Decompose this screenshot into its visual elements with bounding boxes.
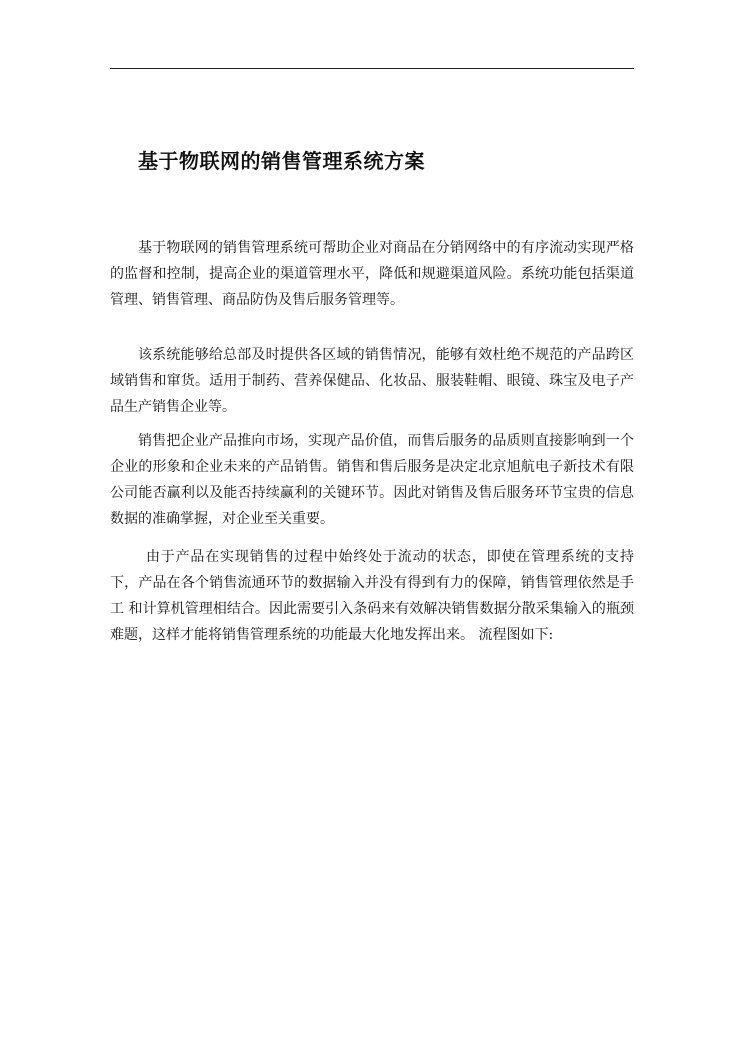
paragraph-sales-service: 销售把企业产品推向市场，实现产品价值，而售后服务的品质则直接影响到一个企业的形象和企业未来的产品销售。销售和售后服务是决定北京旭航电子新技术有限公司能否赢利以及能否持续赢利的关键环节。因此对销售及售后服务环节宝贵的信息数据的准确掌握，对企业至关重要。 [110,433,634,527]
document-title: 基于物联网的销售管理系统方案 [138,149,425,173]
paragraph-intro: 基于物联网的销售管理系统可帮助企业对商品在分销网络中的有序流动实现严格的监督和控制，提高企业的渠道管理水平，降低和规避渠道风险。系统功能包括渠道管理、销售管理、商品防伪及售后服务管理等。 [110,240,634,308]
paragraph-barcode: 由于产品在实现销售的过程中始终处于流动的状态，即使在管理系统的支持下，产品在各个销售流通环节的数据输入并没有得到有力的保障，销售管理依然是手工 和计算机管理相结合。因此需要引入条码来有效解决销售数据分散采集输入的瓶颈难题，这样才能将销售管理系统的功能最大化地发挥出来。 流程图如下: [110,549,634,643]
paragraph-applicability: 该系统能够给总部及时提供各区域的销售情况，能够有效杜绝不规范的产品跨区域销售和窜货。适用于制药、营养保健品、化妆品、服装鞋帽、眼镜、珠宝及电子产品生产销售企业等。 [110,347,634,415]
header-rule [110,68,634,69]
